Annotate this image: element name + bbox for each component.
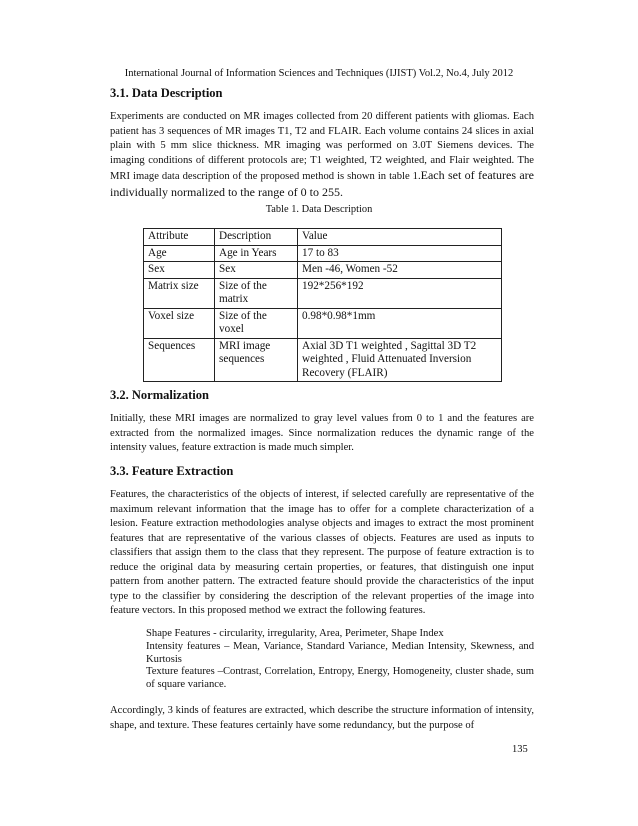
table-cell: Size of the matrix	[215, 278, 298, 308]
table-row	[144, 308, 502, 338]
table-cell: Size of the voxel	[215, 308, 298, 338]
table-header-cell: Description	[215, 229, 298, 246]
table-row	[144, 338, 502, 382]
table-cell: 17 to 83	[298, 245, 502, 262]
table-cell: Axial 3D T1 weighted , Sagittal 3D T2 weighted , Fluid Attenuated Inversion Recovery (FLAIR)	[298, 338, 502, 382]
running-header: International Journal of Information Sciences and Techniques (IJIST) Vol.2, No.4, July 2012	[124, 68, 514, 79]
page-number: 135	[512, 744, 528, 755]
table-cell: 0.98*0.98*1mm	[298, 308, 502, 338]
table-cell: Age	[144, 245, 215, 262]
table-header-cell: Value	[298, 229, 502, 246]
table-cell: Sequences	[144, 338, 215, 382]
data-description-text: Experiments are conducted on MR images collected from 20 different patients with gliomas. Each patient has 3 sequences of MR images T1, T2 and FLAIR. Each volume contains 24 slices in axial plain with 5 mm slice thickness. MR imaging was performed on 3.0T Siemens devices. The imaging conditions of different protocols are; T1 weighted, T2 weighted, and Flair weighted. The MRI image data description of the proposed method is shown in table 1.	[110, 111, 534, 182]
table-row	[144, 245, 502, 262]
table-cell: Age in Years	[215, 245, 298, 262]
table-header-cell: Attribute	[144, 229, 215, 246]
table-header-row	[144, 229, 502, 246]
table-cell: Sex	[215, 262, 298, 279]
feature-list-item: Shape Features - circularity, irregularity, Area, Perimeter, Shape Index	[146, 628, 444, 639]
table-cell: 192*256*192	[298, 278, 502, 308]
table-cell: MRI image sequences	[215, 338, 298, 382]
table-cell: Sex	[144, 262, 215, 279]
table-row	[144, 278, 502, 308]
normalization-paragraph: Initially, these MRI images are normalized to gray level values from 0 to 1 and the features are extracted from the normalized images. Since normalization reduces the dynamic range of the intensity values, feature extraction is made much simpler.	[110, 413, 534, 453]
section-heading-normalization: 3.2. Normalization	[110, 388, 209, 402]
closing-paragraph: Accordingly, 3 kinds of features are extracted, which describe the structure information of intensity, shape, and texture. These features certainly have some redundancy, but the purpose of	[110, 705, 534, 731]
table-cell: Matrix size	[144, 278, 215, 308]
feature-list-item: Texture features –Contrast, Correlation, Entropy, Energy, Homogeneity, cluster shade, sum of square variance.	[146, 666, 534, 690]
table-caption: Table 1. Data Description	[265, 204, 373, 215]
data-description-table	[143, 228, 502, 382]
feature-extraction-paragraph: Features, the characteristics of the objects of interest, if selected carefully are representative of the maximum relevant information that the image has to offer for a complete characterization of a lesion. Feature extraction methodologies analyse objects and images to extract the most prominent features that are representative of the various classes of objects. Features are used as inputs to classifiers that assign them to the class that they represent. The purpose of feature extraction is to reduce the original data by measuring certain properties, or features, that distinguish one input pattern from another pattern. The extracted feature should provide the characteristics of the input type to the classifier by considering the description of the relevant properties of the image into feature vectors. In this proposed method we extract the following features.	[110, 489, 534, 616]
section-heading-feature-extraction: 3.3. Feature Extraction	[110, 464, 234, 478]
table-row	[144, 262, 502, 279]
feature-list-item: Intensity features – Mean, Variance, Standard Variance, Median Intensity, Skewness, and Kurtosis	[146, 641, 534, 665]
table-cell: Men -46, Women -52	[298, 262, 502, 279]
section-heading-data-description: 3.1. Data Description	[110, 86, 223, 100]
table-cell: Voxel size	[144, 308, 215, 338]
data-description-text-large: Each set of features are individually normalized to the range of 0 to 255.	[110, 168, 535, 199]
data-description-paragraph	[110, 110, 534, 201]
